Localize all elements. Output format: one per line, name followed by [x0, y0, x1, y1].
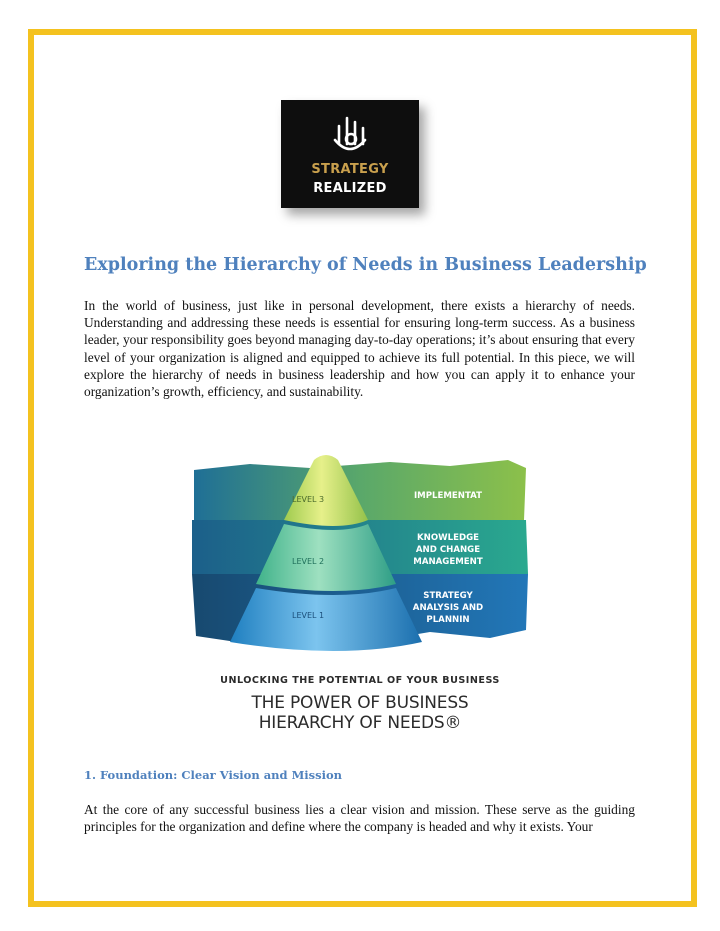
- band-label-strategy-3: PLANNIN: [426, 615, 470, 625]
- band-label-knowledge-3: MANAGEMENT: [413, 557, 483, 567]
- section-heading-foundation: 1. Foundation: Clear Vision and Mission: [84, 768, 343, 782]
- band-label-implementation: IMPLEMENTAT: [413, 491, 483, 501]
- infographic-headline-line1: THE POWER OF BUSINESS: [251, 693, 469, 713]
- infographic-headline-line2: HIERARCHY OF NEEDS®: [258, 713, 462, 733]
- cone-level-1: [230, 588, 422, 651]
- hierarchy-infographic: [190, 448, 530, 660]
- band-label-knowledge-2: AND CHANGE: [415, 545, 481, 555]
- logo-emblem-icon: [331, 114, 369, 158]
- infographic-tagline: UNLOCKING THE POTENTIAL OF YOUR BUSINESS: [220, 675, 500, 686]
- strategy-realized-logo: [281, 100, 419, 208]
- level-2-label: LEVEL 2: [292, 557, 325, 566]
- band-label-strategy-2: ANALYSIS AND: [412, 603, 484, 613]
- level-3-label: LEVEL 3: [292, 495, 325, 504]
- band-label-strategy-1: STRATEGY: [423, 591, 473, 601]
- level-1-label: LEVEL 1: [292, 611, 325, 620]
- logo-text-realized: REALIZED: [313, 181, 387, 196]
- page-title: Exploring the Hierarchy of Needs in Business Leadership: [84, 255, 647, 275]
- logo-text-strategy: STRATEGY: [311, 162, 389, 177]
- section-paragraph-foundation: At the core of any successful business lies a clear vision and mission. These serve as the guiding principles for the organization and define where the company is headed and why it exists. Your: [84, 802, 635, 835]
- band-label-knowledge-1: KNOWLEDGE: [416, 533, 480, 543]
- intro-paragraph: In the world of business, just like in personal development, there exists a hierarchy of needs. Understanding and addressing these needs is essential for ensuring long-term success. As a business leader, your responsibility goes beyond managing day-to-day operations; it’s about ensuring that every level of your organization is aligned and equipped to achieve its full potential. In this piece, we will explore the hierarchy of needs in business leadership and how you can apply it to enhance your organization’s growth, efficiency, and sustainability.: [84, 298, 635, 400]
